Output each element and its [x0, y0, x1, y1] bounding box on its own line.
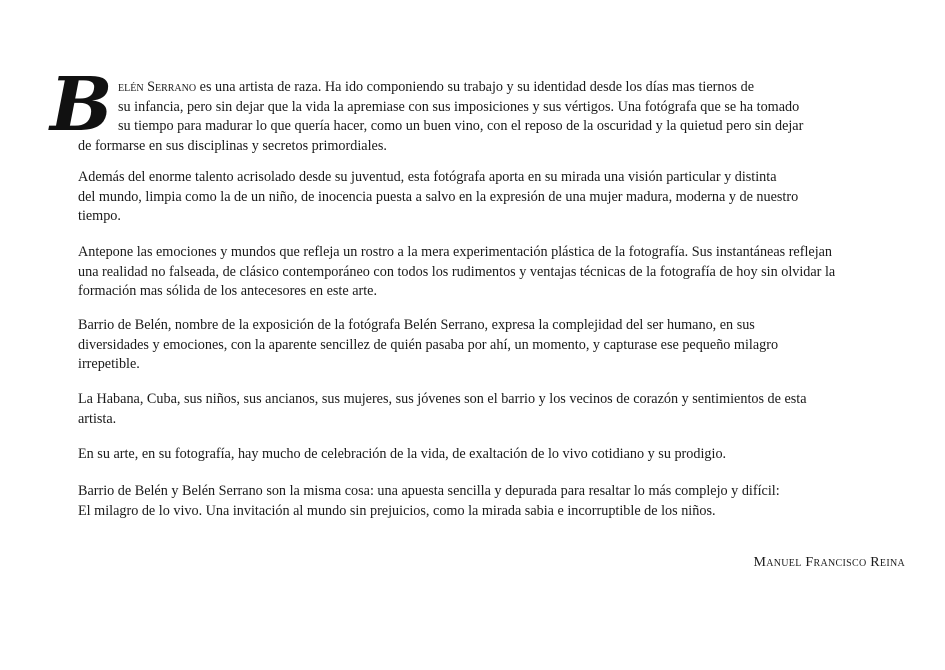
paragraph-4 — [78, 316, 908, 375]
paragraph-4-line-1: Barrio de Belén, nombre de la exposición de la fotógrafa Belén Serrano, expresa la complejidad del ser humano, en sus — [78, 317, 755, 333]
paragraph-7-line-1: Barrio de Belén y Belén Serrano son la misma cosa: una apuesta sencilla y depurada para resaltar lo más complejo y difícil: — [78, 483, 780, 499]
paragraph-2 — [78, 168, 908, 227]
paragraph-6 — [78, 445, 908, 465]
paragraph-3-line-3: formación mas sólida de los antecesores en este arte. — [78, 283, 378, 299]
paragraph-1-line-4: de formarse en sus disciplinas y secretos primordiales. — [78, 137, 387, 154]
paragraph-5 — [78, 390, 908, 429]
author-signature: Manuel Francisco Reina — [753, 555, 905, 570]
paragraph-6-line-1: En su arte, en su fotografía, hay mucho de celebración de la vida, de exaltación de lo vivo cotidiano y su prodigio. — [78, 446, 727, 462]
paragraph-4-line-3: irrepetible. — [78, 356, 140, 372]
paragraph-1 — [78, 78, 908, 156]
paragraph-3 — [78, 243, 908, 302]
paragraph-3-line-1: Antepone las emociones y mundos que refleja un rostro a la mera experimentación plástica de la fotografía. Sus instantáneas reflejan — [78, 244, 833, 260]
paragraph-3-line-2: una realidad no falseada, de clásico contemporáneo con todos los rudimentos y ventajas técnicas de la fotografía de hoy sin olvidar la — [78, 263, 836, 280]
paragraph-2-line-1: Además del enorme talento acrisolado desde su juventud, esta fotógrafa aporta en su mirada una visión particular y distinta — [78, 169, 777, 185]
paragraph-5-line-2: artista. — [78, 410, 117, 427]
paragraph-2-line-3: tiempo. — [78, 208, 121, 224]
paragraph-7 — [78, 482, 908, 521]
paragraph-2-line-2: del mundo, limpia como la de un niño, de inocencia puesta a salvo en la expresión de una mujer madura, moderna y de nuestro — [78, 188, 799, 205]
paragraph-1-line-2: su infancia, pero sin dejar que la vida la apremiase con sus imposiciones y sus vértigos. Una fotógrafa que se ha tomado — [118, 98, 800, 115]
drop-cap: B — [50, 62, 113, 148]
author-name-lead: elén Serrano — [118, 79, 197, 95]
paragraph-1-line-3: su tiempo para madurar lo que quería hacer, como un buen vino, con el reposo de la oscuridad y la quietud pero sin dejar — [118, 118, 804, 134]
paragraph-1-line-1: elén Serrano es una artista de raza. Ha ido componiendo su trabajo y su identidad desde los días mas tiernos de — [118, 79, 755, 95]
paragraph-7-line-2: El milagro de lo vivo. Una invitación al mundo sin prejuicios, como la mirada sabia e incorruptible de los niños. — [78, 502, 716, 519]
paragraph-4-line-2: diversidades y emociones, con la aparente sencillez de quién pasaba por ahí, un momento, y capturase ese pequeño milagro — [78, 336, 779, 353]
paragraph-5-line-1: La Habana, Cuba, sus niños, sus ancianos, sus mujeres, sus jóvenes son el barrio y los vecinos de corazón y sentimientos de esta — [78, 391, 807, 407]
